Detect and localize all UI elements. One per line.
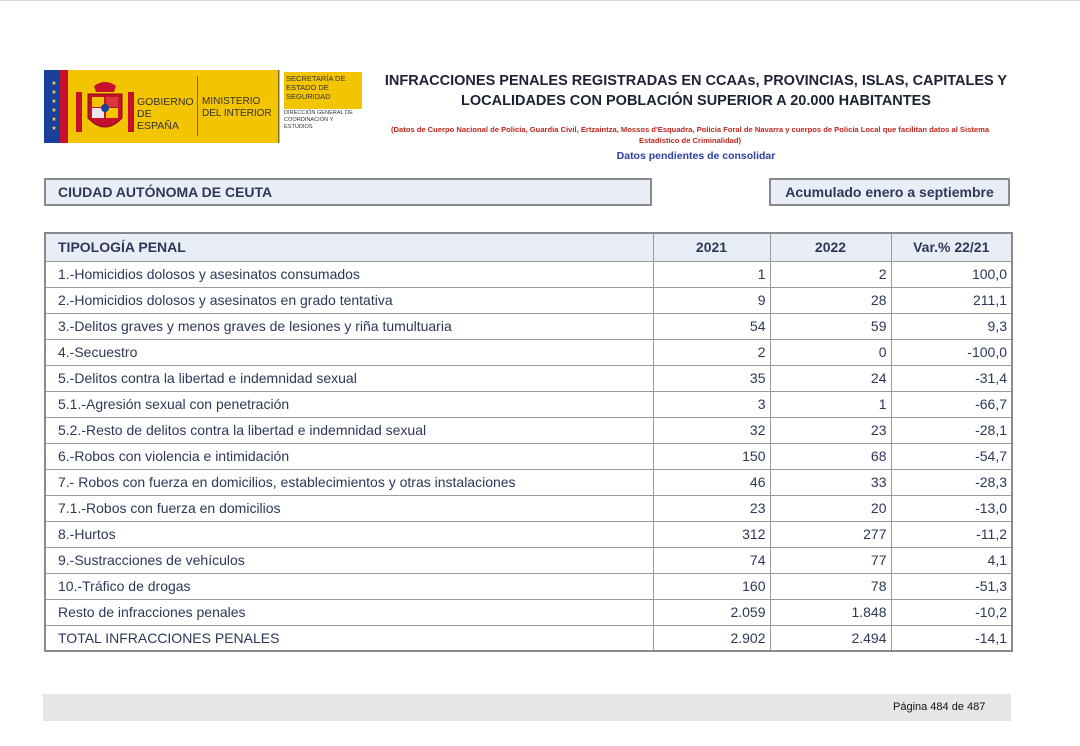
table-row (45, 287, 1012, 313)
cell-variation: -100,0 (891, 339, 1012, 365)
column-header-2021: 2021 (653, 233, 770, 261)
coat-of-arms-icon (74, 78, 136, 136)
cell-2022: 2.494 (770, 625, 891, 651)
cell-2021: 9 (653, 287, 770, 313)
direccion-label: DIRECCIÓN GENERAL DE COORDINACIÓN Y ESTUDIOS (284, 110, 353, 130)
cell-2021: 2 (653, 339, 770, 365)
table-row (45, 469, 1012, 495)
crime-table (44, 232, 1013, 652)
table-row (45, 625, 1012, 651)
cell-variation: -66,7 (891, 391, 1012, 417)
cell-tipologia: 4.-Secuestro (45, 339, 653, 365)
top-border (0, 0, 1080, 1)
cell-variation: 9,3 (891, 313, 1012, 339)
cell-2022: 24 (770, 365, 891, 391)
cell-2021: 150 (653, 443, 770, 469)
cell-tipologia: 10.-Tráfico de drogas (45, 573, 653, 599)
table-row (45, 495, 1012, 521)
cell-2022: 59 (770, 313, 891, 339)
column-header-2022: 2022 (770, 233, 891, 261)
cell-tipologia: 5.-Delitos contra la libertad e indemnidad sexual (45, 365, 653, 391)
cell-variation: -10,2 (891, 599, 1012, 625)
cell-2022: 2 (770, 261, 891, 287)
table-row (45, 261, 1012, 287)
secretaria-label: SECRETARÍA DE ESTADO DE SEGURIDAD (284, 72, 362, 109)
cell-variation: -28,3 (891, 469, 1012, 495)
cell-2021: 46 (653, 469, 770, 495)
column-header-variation: Var.% 22/21 (891, 233, 1012, 261)
cell-2022: 68 (770, 443, 891, 469)
table-row (45, 313, 1012, 339)
cell-variation: -54,7 (891, 443, 1012, 469)
cell-variation: 211,1 (891, 287, 1012, 313)
cell-variation: 4,1 (891, 547, 1012, 573)
cell-2022: 23 (770, 417, 891, 443)
table-row (45, 521, 1012, 547)
cell-2021: 23 (653, 495, 770, 521)
cell-2022: 77 (770, 547, 891, 573)
cell-variation: -28,1 (891, 417, 1012, 443)
cell-tipologia: 2.-Homicidios dolosos y asesinatos en grado tentativa (45, 287, 653, 313)
table-row (45, 573, 1012, 599)
cell-variation: -14,1 (891, 625, 1012, 651)
table-row (45, 547, 1012, 573)
cell-2022: 0 (770, 339, 891, 365)
cell-2022: 1 (770, 391, 891, 417)
gobierno-label: GOBIERNO DE ESPAÑA (137, 96, 194, 132)
ministerio-label: MINISTERIO DEL INTERIOR (202, 96, 272, 119)
cell-variation: -51,3 (891, 573, 1012, 599)
cell-2021: 3 (653, 391, 770, 417)
cell-tipologia: 9.-Sustracciones de vehículos (45, 547, 653, 573)
cell-2021: 54 (653, 313, 770, 339)
cell-tipologia: 7.- Robos con fuerza en domicilios, establecimientos y otras instalaciones (45, 469, 653, 495)
title-line-2: LOCALIDADES CON POBLACIÓN SUPERIOR A 20.000 HABITANTES (461, 93, 931, 109)
eu-flag-icon: ★ ★ ★ ★ ★ ★ (44, 70, 68, 143)
cell-2022: 78 (770, 573, 891, 599)
cell-tipologia: 5.1.-Agresión sexual con penetración (45, 391, 653, 417)
cell-2021: 2.902 (653, 625, 770, 651)
cell-2021: 35 (653, 365, 770, 391)
cell-tipologia: 3.-Delitos graves y menos graves de lesiones y riña tumultuaria (45, 313, 653, 339)
cell-tipologia: 5.2.-Resto de delitos contra la libertad e indemnidad sexual (45, 417, 653, 443)
table-header-row (45, 233, 1012, 261)
cell-2021: 32 (653, 417, 770, 443)
government-logo (44, 70, 360, 143)
table-row (45, 391, 1012, 417)
cell-2021: 1 (653, 261, 770, 287)
cell-2022: 28 (770, 287, 891, 313)
table-row (45, 365, 1012, 391)
cell-tipologia: TOTAL INFRACCIONES PENALES (45, 625, 653, 651)
cell-2021: 2.059 (653, 599, 770, 625)
cell-variation: -11,2 (891, 521, 1012, 547)
cell-tipologia: 6.-Robos con violencia e intimidación (45, 443, 653, 469)
cell-variation: -13,0 (891, 495, 1012, 521)
period-label: Acumulado enero a septiembre (769, 178, 1010, 206)
cell-tipologia: 7.1.-Robos con fuerza en domicilios (45, 495, 653, 521)
cell-2022: 33 (770, 469, 891, 495)
column-header-tipologia: TIPOLOGÍA PENAL (45, 233, 653, 261)
cell-2022: 1.848 (770, 599, 891, 625)
cell-2022: 277 (770, 521, 891, 547)
cell-tipologia: 1.-Homicidios dolosos y asesinatos consumados (45, 261, 653, 287)
table-row (45, 443, 1012, 469)
title-line-1: INFRACCIONES PENALES REGISTRADAS EN CCAAs, PROVINCIAS, ISLAS, CAPITALES Y (384, 73, 1008, 89)
page-number: Página 484 de 487 (893, 701, 986, 713)
document-title (380, 71, 1012, 111)
source-note: (Datos de Cuerpo Nacional de Policía, Guardia Civil, Ertzaintza, Mossos d'Esquadra, Policía Foral de Navarra y cuerpos de Policía Local que facilitan datos al Sistema Estadístico de Criminalidad) (390, 125, 990, 145)
pending-notice: Datos pendientes de consolidar (616, 150, 776, 162)
cell-2021: 74 (653, 547, 770, 573)
cell-2021: 312 (653, 521, 770, 547)
cell-2022: 20 (770, 495, 891, 521)
cell-variation: 100,0 (891, 261, 1012, 287)
table-row (45, 339, 1012, 365)
cell-tipologia: 8.-Hurtos (45, 521, 653, 547)
region-label: CIUDAD AUTÓNOMA DE CEUTA (44, 178, 652, 206)
table-row (45, 599, 1012, 625)
cell-2021: 160 (653, 573, 770, 599)
cell-tipologia: Resto de infracciones penales (45, 599, 653, 625)
cell-variation: -31,4 (891, 365, 1012, 391)
table-row (45, 417, 1012, 443)
footer-bar (43, 694, 1011, 721)
